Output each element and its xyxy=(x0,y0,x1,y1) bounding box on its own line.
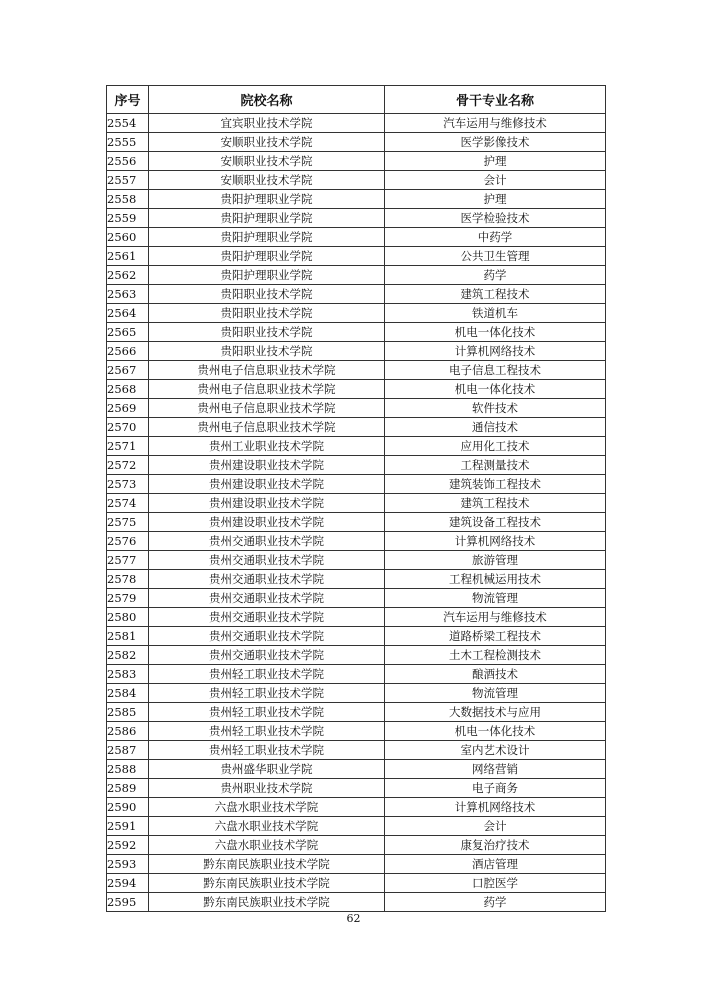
table-row xyxy=(107,228,606,247)
serial-number-cell: 2586 xyxy=(107,722,149,741)
major-name-cell: 室内艺术设计 xyxy=(385,741,606,760)
serial-number-cell: 2563 xyxy=(107,285,149,304)
major-name-cell: 电子商务 xyxy=(385,779,606,798)
school-name-cell: 贵州轻工职业技术学院 xyxy=(149,684,385,703)
table-row xyxy=(107,247,606,266)
serial-number-cell: 2574 xyxy=(107,494,149,513)
school-name-cell: 贵州盛华职业学院 xyxy=(149,760,385,779)
serial-number-cell: 2584 xyxy=(107,684,149,703)
serial-number-cell: 2585 xyxy=(107,703,149,722)
school-name-cell: 宜宾职业技术学院 xyxy=(149,114,385,133)
major-name-cell: 工程机械运用技术 xyxy=(385,570,606,589)
major-name-cell: 物流管理 xyxy=(385,589,606,608)
table-row xyxy=(107,893,606,912)
table-row xyxy=(107,627,606,646)
serial-number-cell: 2566 xyxy=(107,342,149,361)
major-name-cell: 建筑工程技术 xyxy=(385,285,606,304)
serial-number-cell: 2579 xyxy=(107,589,149,608)
table-row xyxy=(107,665,606,684)
table-row xyxy=(107,418,606,437)
backbone-majors-table xyxy=(106,85,606,912)
major-name-cell: 建筑装饰工程技术 xyxy=(385,475,606,494)
serial-number-cell: 2580 xyxy=(107,608,149,627)
serial-number-cell: 2569 xyxy=(107,399,149,418)
school-name-cell: 贵州电子信息职业技术学院 xyxy=(149,380,385,399)
major-name-cell: 建筑设备工程技术 xyxy=(385,513,606,532)
school-name-cell: 贵阳护理职业学院 xyxy=(149,266,385,285)
table-row xyxy=(107,836,606,855)
major-name-cell: 会计 xyxy=(385,171,606,190)
table-row xyxy=(107,475,606,494)
header-major-name: 骨干专业名称 xyxy=(385,86,606,114)
school-name-cell: 安顺职业技术学院 xyxy=(149,152,385,171)
major-name-cell: 药学 xyxy=(385,266,606,285)
table-row xyxy=(107,570,606,589)
serial-number-cell: 2582 xyxy=(107,646,149,665)
serial-number-cell: 2589 xyxy=(107,779,149,798)
school-name-cell: 贵阳护理职业学院 xyxy=(149,228,385,247)
major-name-cell: 酒店管理 xyxy=(385,855,606,874)
major-name-cell: 会计 xyxy=(385,817,606,836)
table-row xyxy=(107,361,606,380)
table-row xyxy=(107,589,606,608)
table-row xyxy=(107,209,606,228)
school-name-cell: 贵州交通职业技术学院 xyxy=(149,551,385,570)
major-name-cell: 计算机网络技术 xyxy=(385,532,606,551)
table-row xyxy=(107,722,606,741)
table-row xyxy=(107,703,606,722)
serial-number-cell: 2564 xyxy=(107,304,149,323)
table-row xyxy=(107,551,606,570)
serial-number-cell: 2554 xyxy=(107,114,149,133)
school-name-cell: 贵州交通职业技术学院 xyxy=(149,589,385,608)
table-row xyxy=(107,456,606,475)
major-name-cell: 网络营销 xyxy=(385,760,606,779)
major-name-cell: 公共卫生管理 xyxy=(385,247,606,266)
major-name-cell: 中药学 xyxy=(385,228,606,247)
table-row xyxy=(107,779,606,798)
major-name-cell: 工程测量技术 xyxy=(385,456,606,475)
school-name-cell: 贵州轻工职业技术学院 xyxy=(149,741,385,760)
table-row xyxy=(107,684,606,703)
table-row xyxy=(107,760,606,779)
serial-number-cell: 2590 xyxy=(107,798,149,817)
serial-number-cell: 2594 xyxy=(107,874,149,893)
table-row xyxy=(107,437,606,456)
school-name-cell: 贵州交通职业技术学院 xyxy=(149,646,385,665)
major-name-cell: 机电一体化技术 xyxy=(385,323,606,342)
header-serial-number: 序号 xyxy=(107,86,149,114)
serial-number-cell: 2591 xyxy=(107,817,149,836)
school-name-cell: 贵州建设职业技术学院 xyxy=(149,494,385,513)
major-name-cell: 建筑工程技术 xyxy=(385,494,606,513)
table-row xyxy=(107,494,606,513)
header-school-name: 院校名称 xyxy=(149,86,385,114)
major-name-cell: 药学 xyxy=(385,893,606,912)
school-name-cell: 贵阳护理职业学院 xyxy=(149,190,385,209)
major-name-cell: 道路桥梁工程技术 xyxy=(385,627,606,646)
serial-number-cell: 2559 xyxy=(107,209,149,228)
school-name-cell: 贵州建设职业技术学院 xyxy=(149,475,385,494)
table-body xyxy=(107,114,606,912)
serial-number-cell: 2561 xyxy=(107,247,149,266)
serial-number-cell: 2588 xyxy=(107,760,149,779)
serial-number-cell: 2558 xyxy=(107,190,149,209)
serial-number-cell: 2593 xyxy=(107,855,149,874)
serial-number-cell: 2577 xyxy=(107,551,149,570)
school-name-cell: 贵州交通职业技术学院 xyxy=(149,627,385,646)
table-row xyxy=(107,266,606,285)
serial-number-cell: 2581 xyxy=(107,627,149,646)
major-name-cell: 通信技术 xyxy=(385,418,606,437)
major-name-cell: 机电一体化技术 xyxy=(385,380,606,399)
major-name-cell: 机电一体化技术 xyxy=(385,722,606,741)
serial-number-cell: 2560 xyxy=(107,228,149,247)
school-name-cell: 贵州交通职业技术学院 xyxy=(149,570,385,589)
school-name-cell: 贵阳职业技术学院 xyxy=(149,323,385,342)
school-name-cell: 贵州交通职业技术学院 xyxy=(149,608,385,627)
serial-number-cell: 2573 xyxy=(107,475,149,494)
serial-number-cell: 2562 xyxy=(107,266,149,285)
school-name-cell: 贵州工业职业技术学院 xyxy=(149,437,385,456)
page-number: 62 xyxy=(346,912,361,925)
serial-number-cell: 2565 xyxy=(107,323,149,342)
serial-number-cell: 2572 xyxy=(107,456,149,475)
school-name-cell: 贵州电子信息职业技术学院 xyxy=(149,361,385,380)
major-name-cell: 汽车运用与维修技术 xyxy=(385,114,606,133)
table-row xyxy=(107,399,606,418)
serial-number-cell: 2578 xyxy=(107,570,149,589)
table-row xyxy=(107,798,606,817)
table-row xyxy=(107,152,606,171)
major-name-cell: 医学检验技术 xyxy=(385,209,606,228)
major-name-cell: 计算机网络技术 xyxy=(385,798,606,817)
table-row xyxy=(107,342,606,361)
table-row xyxy=(107,532,606,551)
table-row xyxy=(107,513,606,532)
major-name-cell: 护理 xyxy=(385,152,606,171)
school-name-cell: 贵州轻工职业技术学院 xyxy=(149,665,385,684)
table-row xyxy=(107,304,606,323)
major-name-cell: 应用化工技术 xyxy=(385,437,606,456)
serial-number-cell: 2583 xyxy=(107,665,149,684)
school-name-cell: 贵州交通职业技术学院 xyxy=(149,532,385,551)
serial-number-cell: 2568 xyxy=(107,380,149,399)
major-name-cell: 旅游管理 xyxy=(385,551,606,570)
school-name-cell: 安顺职业技术学院 xyxy=(149,133,385,152)
school-name-cell: 六盘水职业技术学院 xyxy=(149,798,385,817)
school-name-cell: 贵州电子信息职业技术学院 xyxy=(149,418,385,437)
major-name-cell: 铁道机车 xyxy=(385,304,606,323)
table-row xyxy=(107,133,606,152)
major-name-cell: 汽车运用与维修技术 xyxy=(385,608,606,627)
school-name-cell: 贵州电子信息职业技术学院 xyxy=(149,399,385,418)
table-row xyxy=(107,171,606,190)
school-name-cell: 六盘水职业技术学院 xyxy=(149,817,385,836)
table-header-row xyxy=(107,86,606,114)
table-row xyxy=(107,190,606,209)
major-name-cell: 电子信息工程技术 xyxy=(385,361,606,380)
school-name-cell: 六盘水职业技术学院 xyxy=(149,836,385,855)
serial-number-cell: 2575 xyxy=(107,513,149,532)
school-name-cell: 贵阳护理职业学院 xyxy=(149,247,385,266)
school-name-cell: 贵州轻工职业技术学院 xyxy=(149,703,385,722)
school-name-cell: 黔东南民族职业技术学院 xyxy=(149,893,385,912)
school-name-cell: 贵阳职业技术学院 xyxy=(149,342,385,361)
school-name-cell: 贵州建设职业技术学院 xyxy=(149,456,385,475)
major-name-cell: 医学影像技术 xyxy=(385,133,606,152)
major-name-cell: 物流管理 xyxy=(385,684,606,703)
serial-number-cell: 2595 xyxy=(107,893,149,912)
table-row xyxy=(107,608,606,627)
school-name-cell: 贵阳职业技术学院 xyxy=(149,285,385,304)
serial-number-cell: 2557 xyxy=(107,171,149,190)
school-name-cell: 安顺职业技术学院 xyxy=(149,171,385,190)
major-name-cell: 软件技术 xyxy=(385,399,606,418)
table-row xyxy=(107,855,606,874)
school-name-cell: 贵州职业技术学院 xyxy=(149,779,385,798)
serial-number-cell: 2555 xyxy=(107,133,149,152)
table-row xyxy=(107,741,606,760)
serial-number-cell: 2556 xyxy=(107,152,149,171)
school-name-cell: 黔东南民族职业技术学院 xyxy=(149,855,385,874)
school-name-cell: 贵阳护理职业学院 xyxy=(149,209,385,228)
serial-number-cell: 2571 xyxy=(107,437,149,456)
school-name-cell: 贵州建设职业技术学院 xyxy=(149,513,385,532)
major-name-cell: 口腔医学 xyxy=(385,874,606,893)
school-name-cell: 黔东南民族职业技术学院 xyxy=(149,874,385,893)
major-name-cell: 大数据技术与应用 xyxy=(385,703,606,722)
school-name-cell: 贵州轻工职业技术学院 xyxy=(149,722,385,741)
table-row xyxy=(107,874,606,893)
table-row xyxy=(107,114,606,133)
major-name-cell: 康复治疗技术 xyxy=(385,836,606,855)
major-name-cell: 计算机网络技术 xyxy=(385,342,606,361)
major-name-cell: 酿酒技术 xyxy=(385,665,606,684)
serial-number-cell: 2592 xyxy=(107,836,149,855)
table-row xyxy=(107,323,606,342)
serial-number-cell: 2576 xyxy=(107,532,149,551)
table-row xyxy=(107,646,606,665)
serial-number-cell: 2570 xyxy=(107,418,149,437)
serial-number-cell: 2587 xyxy=(107,741,149,760)
serial-number-cell: 2567 xyxy=(107,361,149,380)
table-row xyxy=(107,285,606,304)
table-row xyxy=(107,817,606,836)
major-name-cell: 护理 xyxy=(385,190,606,209)
school-name-cell: 贵阳职业技术学院 xyxy=(149,304,385,323)
major-name-cell: 土木工程检测技术 xyxy=(385,646,606,665)
table-row xyxy=(107,380,606,399)
